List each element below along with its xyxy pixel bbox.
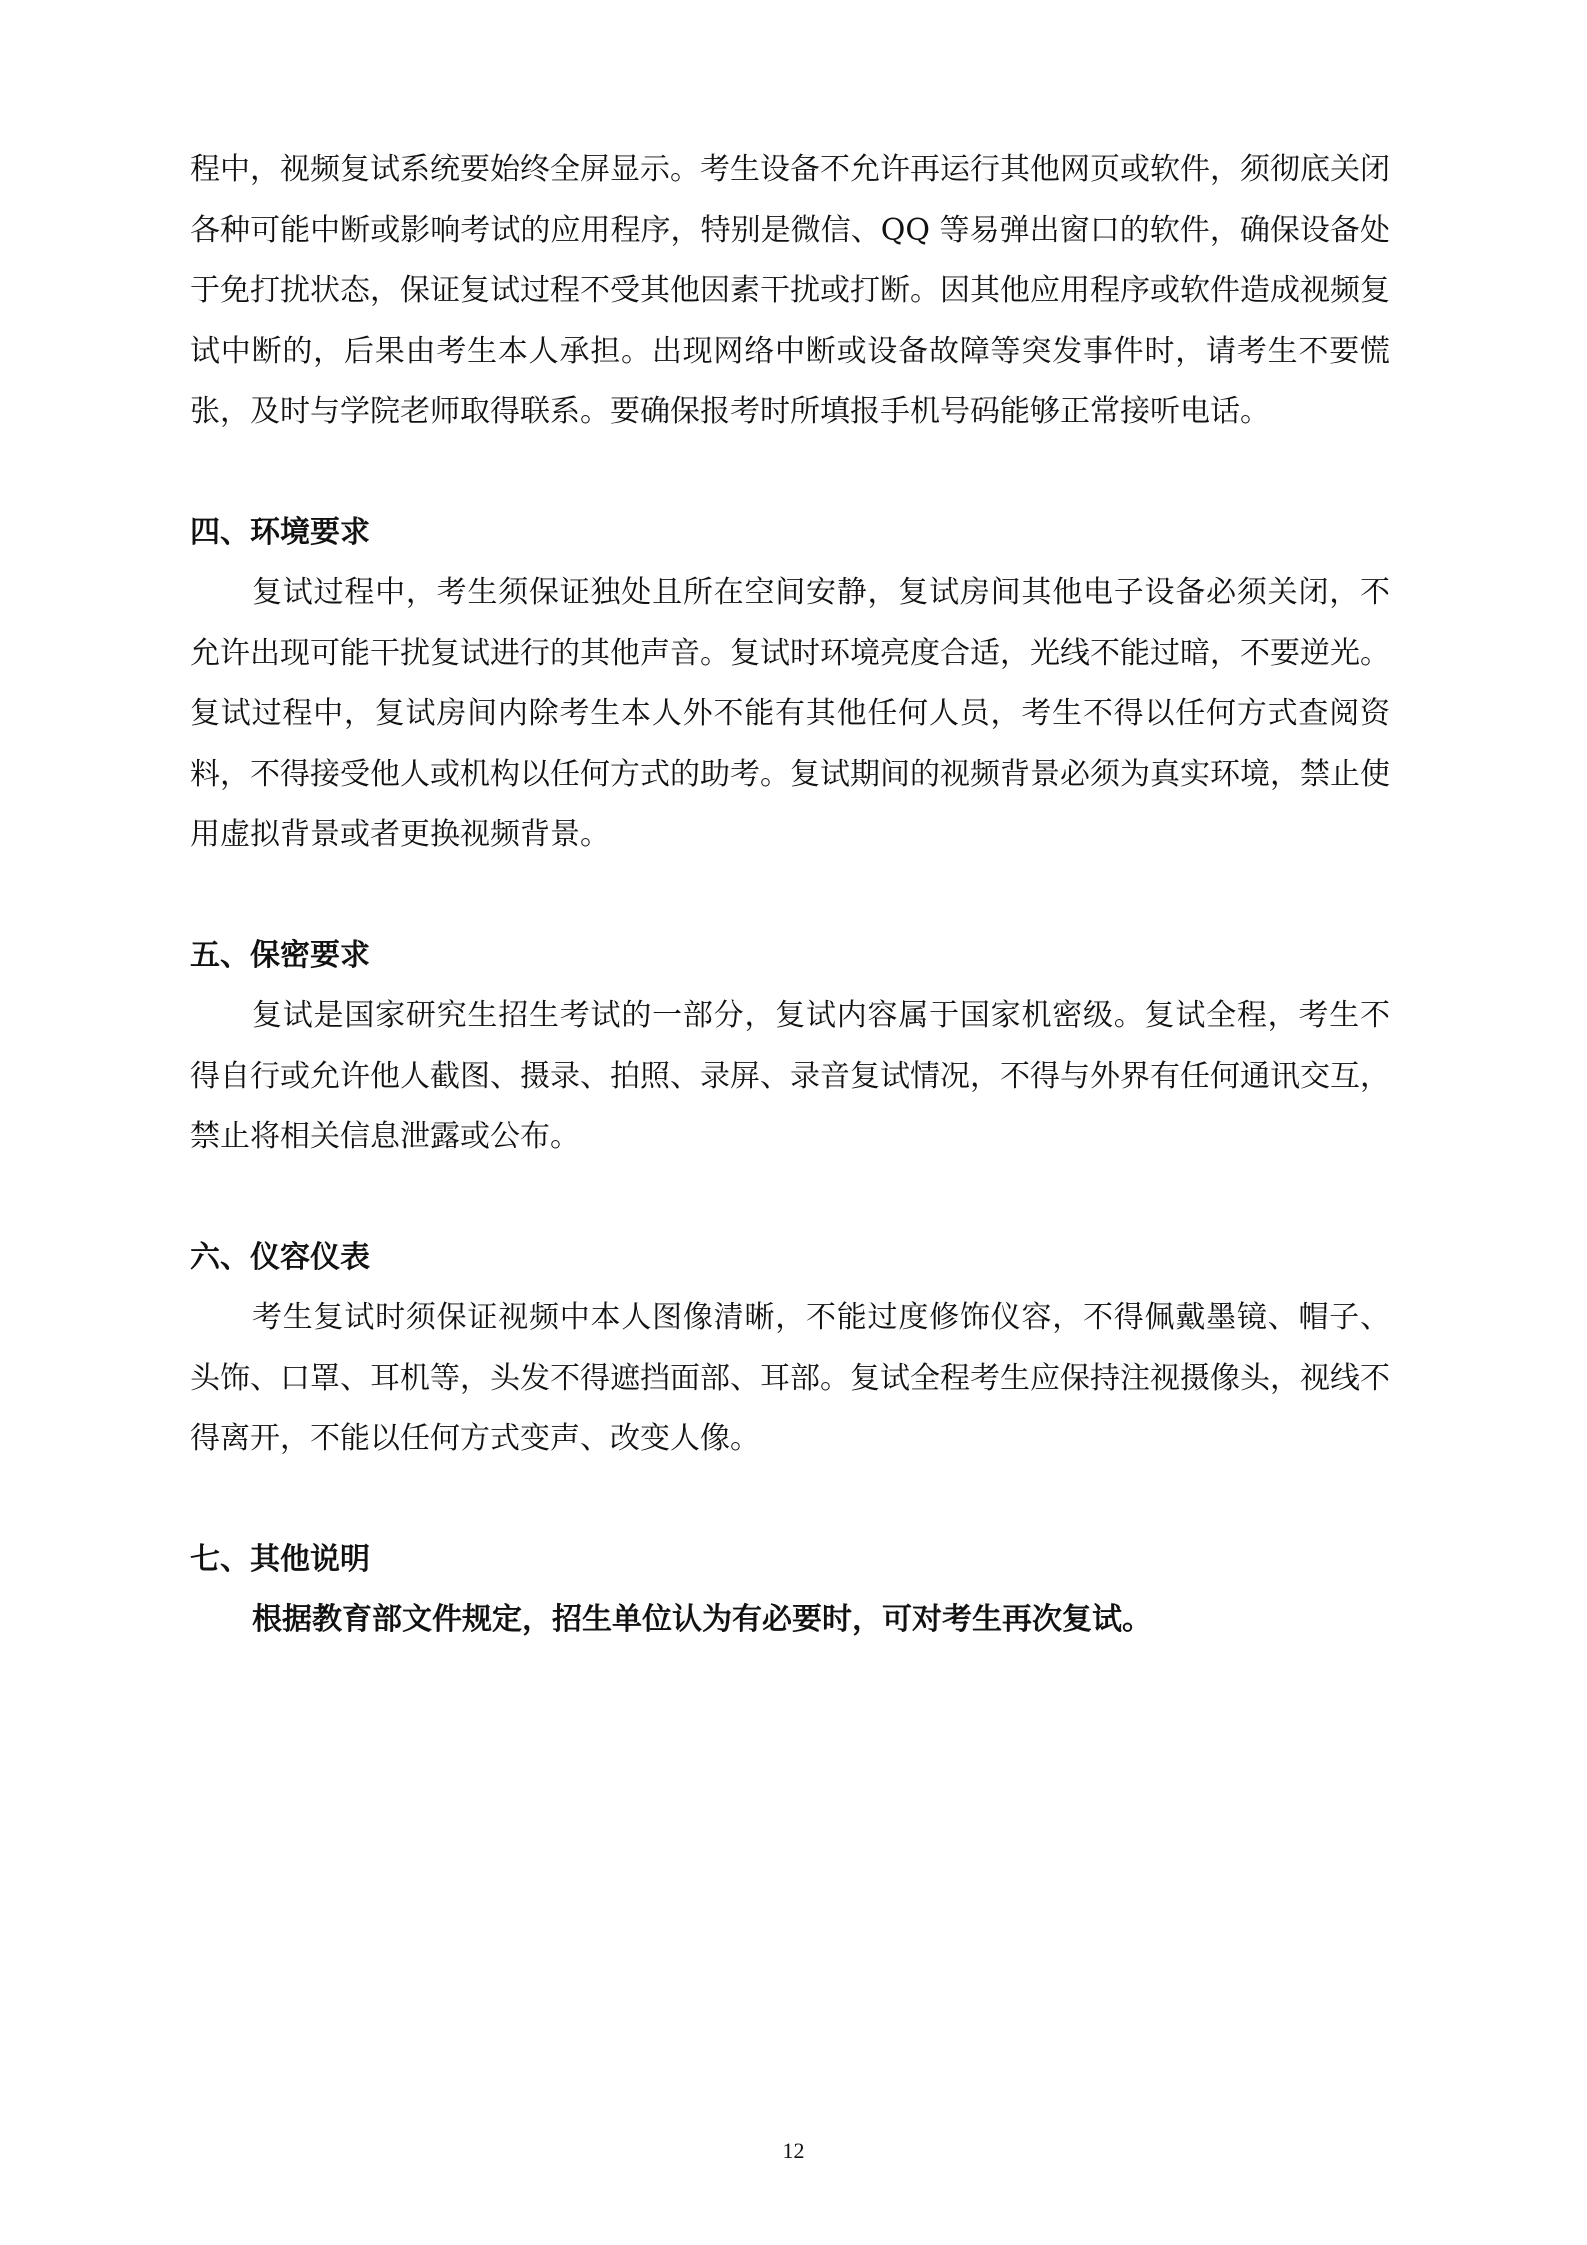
section-body-appearance: 考生复试时须保证视频中本人图像清晰，不能过度修饰仪容，不得佩戴墨镜、帽子、头饰、口罩、耳机等，头发不得遮挡面部、耳部。复试全程考生应保持注视摄像头，视线不得离开，不能以任何方式变声、改变人像。	[190, 1300, 1390, 1456]
continued-paragraph: 程中，视频复试系统要始终全屏显示。考生设备不允许再运行其他网页或软件，须彻底关闭各种可能中断或影响考试的应用程序，特别是微信、QQ 等易弹出窗口的软件，确保设备处于免打扰状态，保证复试过程不受其他因素干扰或打断。因其他应用程序或软件造成视频复试中断的，后果由考生本人承担。出现网络中断或设备故障等突发事件时，请考生不要慌张，及时与学院老师取得联系。要确保报考时所填报手机号码能够正常接听电话。	[190, 152, 1390, 429]
section-heading-other: 七、其他说明	[190, 1541, 370, 1577]
section-appearance	[190, 1228, 1390, 1470]
section-body-other: 根据教育部文件规定，招生单位认为有必要时，可对考生再次复试。	[252, 1602, 1152, 1637]
section-other	[190, 1530, 1390, 1651]
section-heading-appearance: 六、仪容仪表	[190, 1239, 370, 1275]
page-number: 12	[782, 2138, 805, 2163]
section-body-environment: 复试过程中，考生须保证独处且所在空间安静，复试房间其他电子设备必须关闭，不允许出现可能干扰复试进行的其他声音。复试时环境亮度合适，光线不能过暗，不要逆光。复试过程中，复试房间内除考生本人外不能有其他任何人员，考生不得以任何方式查阅资料，不得接受他人或机构以任何方式的助考。复试期间的视频背景必须为真实环境，禁止使用虚拟背景或者更换视频背景。	[190, 575, 1390, 852]
section-heading-confidentiality: 五、保密要求	[190, 937, 370, 973]
section-heading-environment: 四、环境要求	[190, 514, 370, 550]
section-confidentiality	[190, 926, 1390, 1168]
section-body-confidentiality: 复试是国家研究生招生考试的一部分，复试内容属于国家机密级。复试全程，考生不得自行或允许他人截图、摄录、拍照、录屏、录音复试情况，不得与外界有任何通讯交互，禁止将相关信息泄露或公布。	[190, 998, 1390, 1154]
section-environment	[190, 503, 1390, 866]
document-content	[190, 140, 1390, 1651]
